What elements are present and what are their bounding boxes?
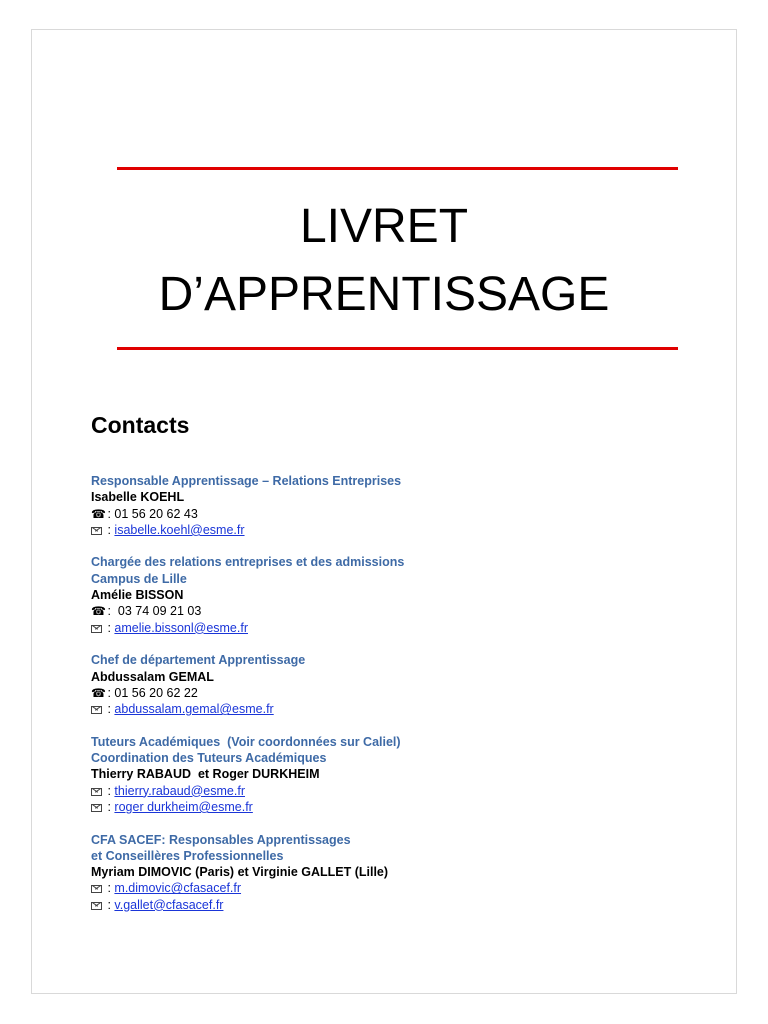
contact-email-link[interactable]: v.gallet@cfasacef.fr — [114, 897, 224, 912]
contact-role: et Conseillères Professionnelles — [91, 848, 284, 863]
contact-phone: : 01 56 20 62 22 — [104, 685, 198, 700]
contacts-heading: Contacts — [91, 412, 190, 438]
envelope-icon — [91, 804, 102, 812]
contact-phone: : 03 74 09 21 03 — [104, 604, 202, 619]
contact-phone-line — [91, 506, 691, 522]
title-bottom-rule — [117, 347, 678, 350]
contact-email-link[interactable]: thierry.rabaud@esme.fr — [114, 783, 245, 798]
contact-name: Isabelle KOEHL — [91, 490, 185, 505]
envelope-icon — [91, 885, 102, 893]
contact-role: Chargée des relations entreprises et des admissions — [91, 555, 405, 570]
title-top-rule — [117, 167, 678, 170]
contact-email-line — [91, 880, 691, 896]
envelope-icon — [91, 527, 102, 535]
contact-email-line — [91, 799, 691, 815]
contact-phone-line — [91, 685, 691, 701]
contact-role: Campus de Lille — [91, 571, 187, 586]
contact-email-line — [91, 701, 691, 717]
contact-email-link[interactable]: amelie.bissonl@esme.fr — [114, 620, 248, 635]
contact-email-link[interactable]: isabelle.koehl@esme.fr — [114, 522, 245, 537]
envelope-icon — [91, 902, 102, 910]
telephone-icon: ☎ — [91, 506, 106, 521]
contact-role: Tuteurs Académiques (Voir coordonnées sur Caliel) — [91, 734, 401, 749]
envelope-icon — [91, 625, 102, 633]
email-prefix: : — [104, 620, 115, 635]
contact-email-line — [91, 522, 691, 538]
contact-phone: : 01 56 20 62 43 — [104, 506, 198, 521]
contact-role: Responsable Apprentissage – Relations Entreprises — [91, 474, 402, 488]
contact-block — [91, 832, 691, 913]
contact-email-link[interactable]: abdussalam.gemal@esme.fr — [114, 702, 274, 717]
email-prefix: : — [104, 881, 115, 896]
email-prefix: : — [104, 702, 115, 717]
telephone-icon: ☎ — [91, 685, 106, 700]
contact-name: Amélie BISSON — [91, 588, 184, 603]
contact-phone-line — [91, 603, 691, 619]
contact-email-line — [91, 620, 691, 636]
email-prefix: : — [104, 783, 115, 798]
contact-email-link[interactable]: roger durkheim@esme.fr — [114, 799, 253, 814]
email-prefix: : — [104, 897, 115, 912]
contact-role: CFA SACEF: Responsables Apprentissages — [91, 832, 351, 847]
contact-name: Abdussalam GEMAL — [91, 669, 214, 684]
contact-email-link[interactable]: m.dimovic@cfasacef.fr — [114, 881, 242, 896]
envelope-icon — [91, 706, 102, 714]
contacts-list — [91, 473, 691, 929]
document-title-line-2: D’APPRENTISSAGE — [158, 268, 610, 321]
contact-name: Myriam DIMOVIC (Paris) et Virginie GALLET (Lille) — [91, 865, 389, 880]
email-prefix: : — [104, 799, 115, 814]
contact-role: Chef de département Apprentissage — [91, 653, 306, 668]
telephone-icon: ☎ — [91, 604, 106, 619]
contact-name: Thierry RABAUD et Roger DURKHEIM — [91, 767, 320, 782]
envelope-icon — [91, 788, 102, 796]
document-title-line-1: LIVRET — [299, 200, 469, 253]
email-prefix: : — [104, 522, 115, 537]
contact-email-line — [91, 897, 691, 913]
contact-role: Coordination des Tuteurs Académiques — [91, 751, 327, 766]
contact-block — [91, 554, 691, 635]
contact-block — [91, 652, 691, 717]
contact-block — [91, 473, 691, 538]
contact-block — [91, 734, 691, 815]
contact-email-line — [91, 783, 691, 799]
